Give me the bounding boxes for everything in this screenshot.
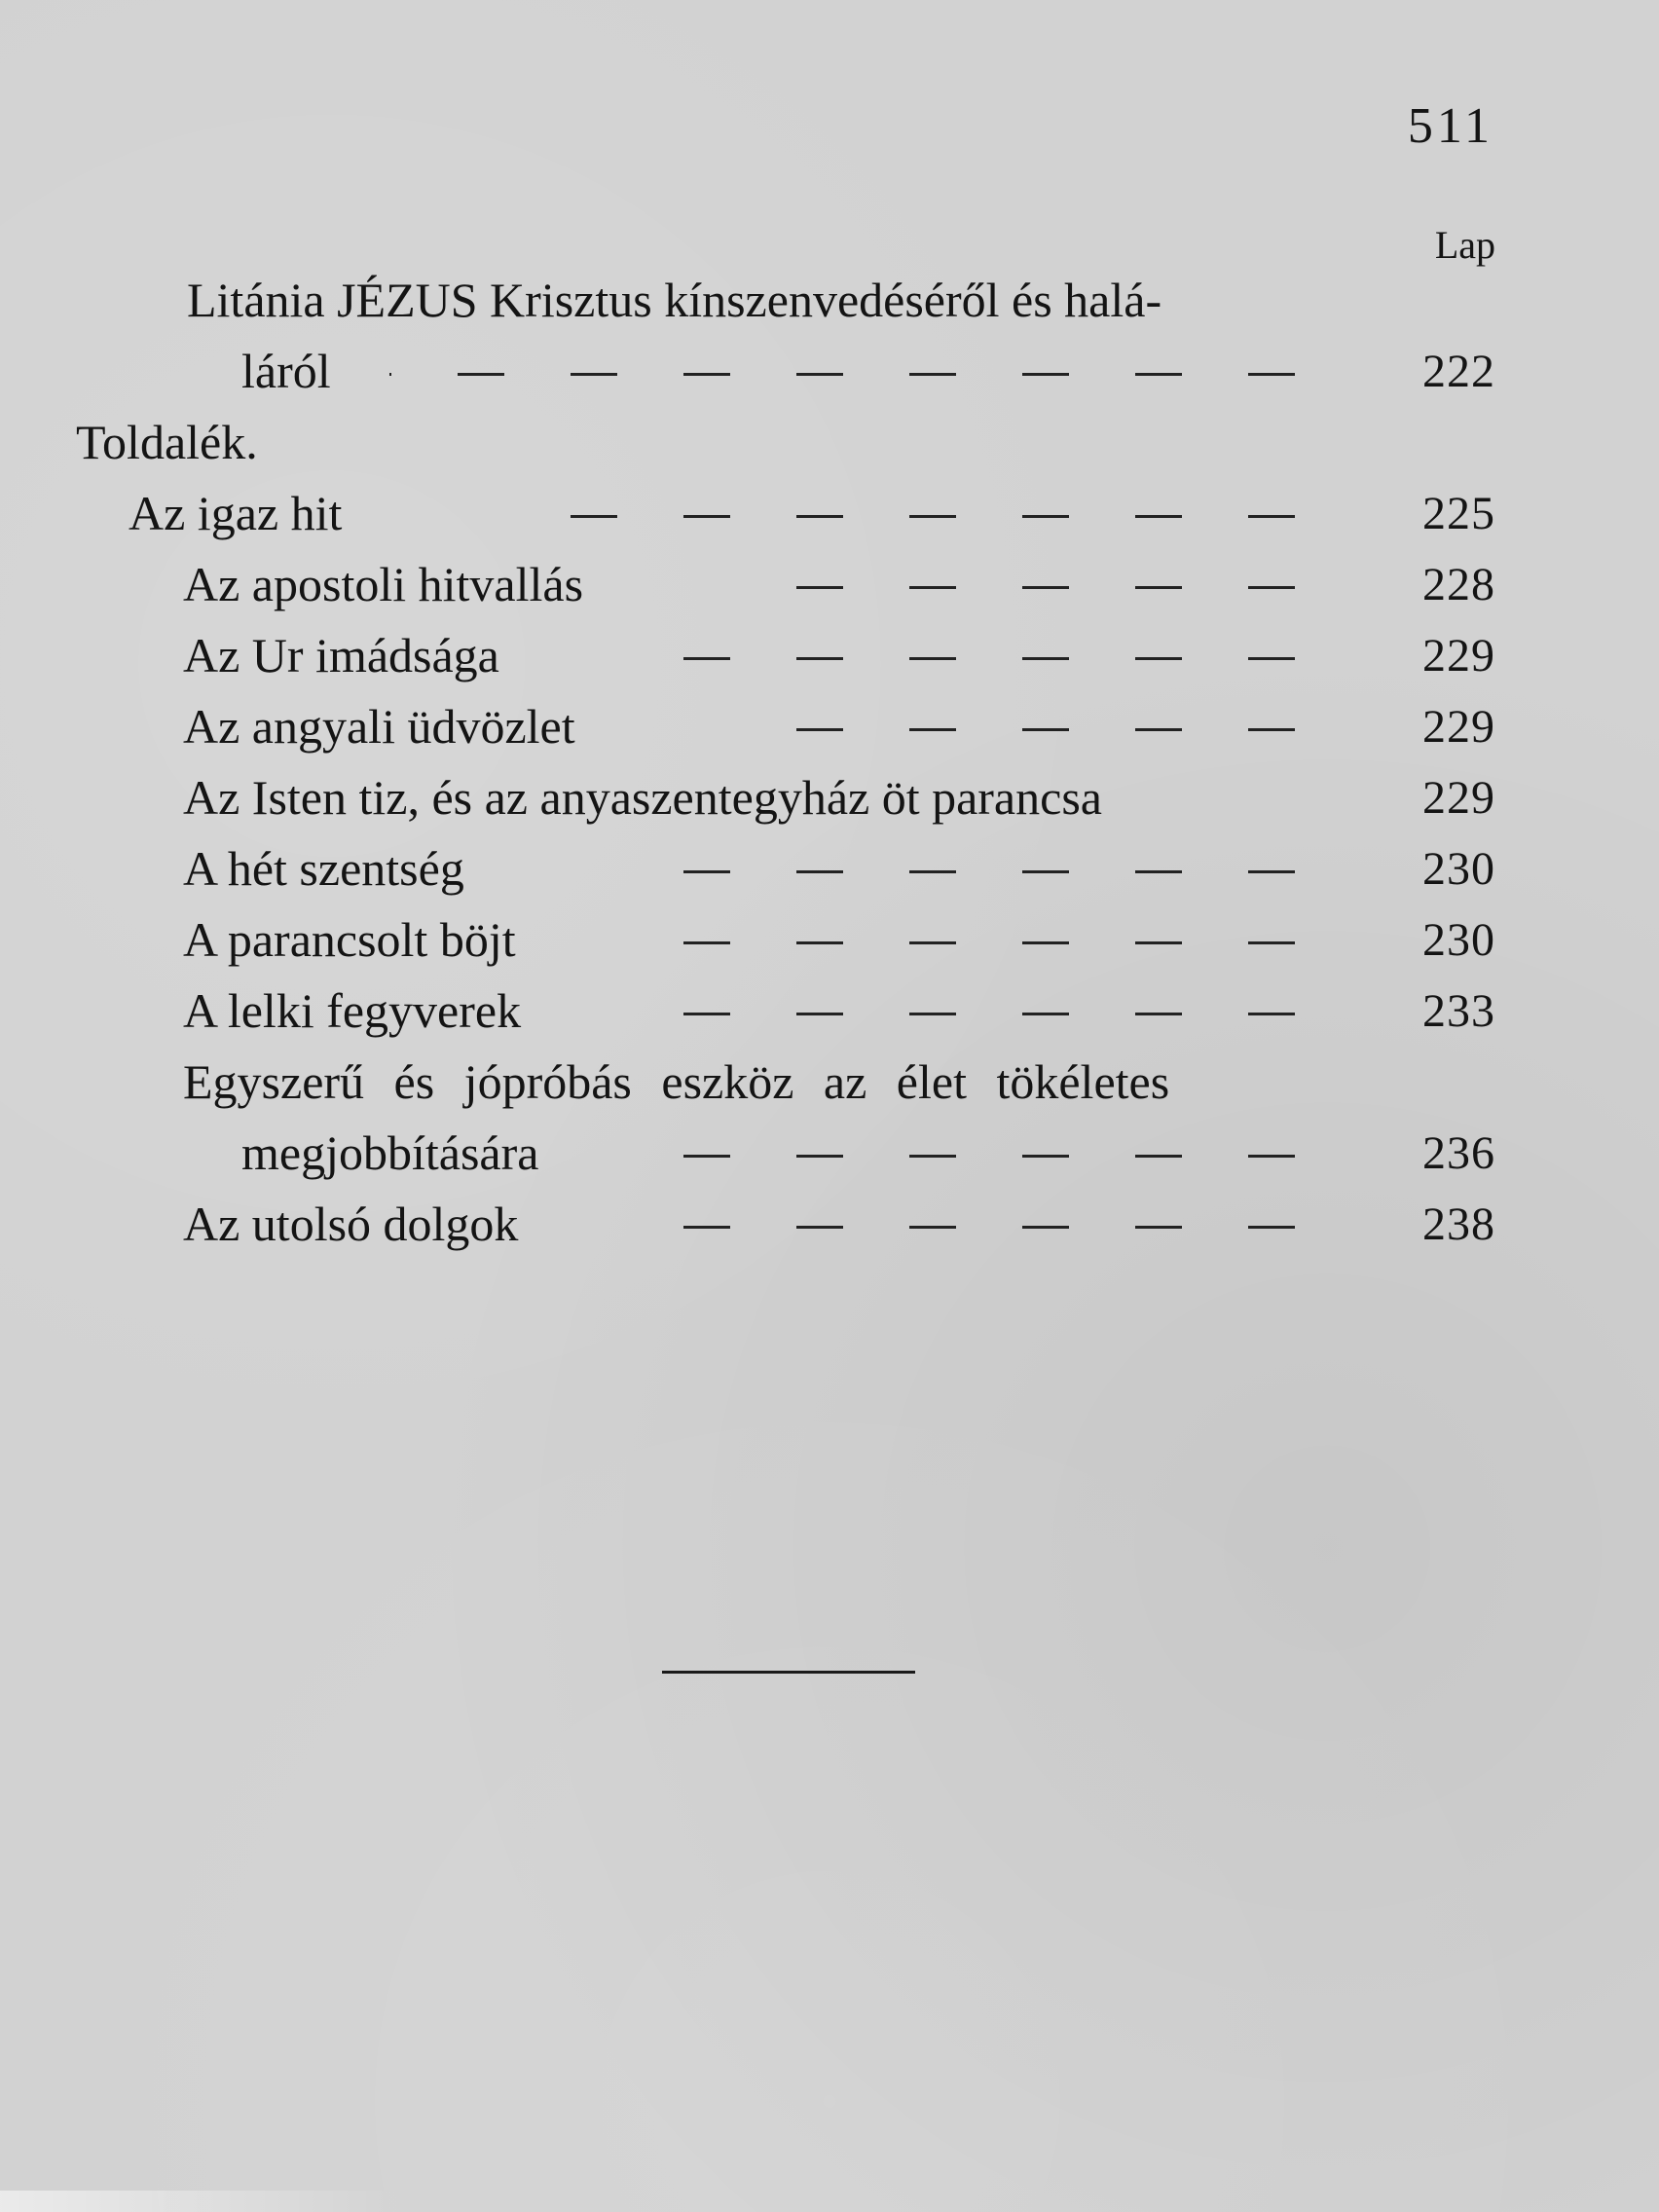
toc-entry-title: láról — [241, 344, 331, 398]
toc-entry-page: 238 — [1422, 1198, 1495, 1250]
toc-entry — [0, 833, 1659, 904]
dot-leader — [623, 657, 1361, 660]
dot-leader — [389, 373, 1361, 376]
toc-entry-page: 225 — [1422, 488, 1495, 539]
dot-leader — [643, 1013, 1361, 1015]
toc-section-title: Toldalék. — [76, 415, 258, 469]
toc-entry — [0, 265, 1659, 336]
toc-entry-page: 222 — [1422, 346, 1495, 397]
dot-leader — [740, 586, 1361, 589]
toc-entry-title: A hét szentség — [183, 841, 464, 896]
dot-leader — [623, 870, 1361, 873]
toc-entry-title: Litánia JÉZUS Krisztus kínszenvedéséről és halá- — [187, 273, 1162, 327]
toc-entry — [0, 478, 1659, 549]
toc-entry-page: 229 — [1422, 772, 1495, 824]
toc-entry — [0, 620, 1659, 691]
toc-entry-page: 228 — [1422, 559, 1495, 610]
toc-entry — [0, 336, 1659, 407]
toc-entry-title: Egyszerű és jópróbás eszköz az élet tökéletes — [183, 1054, 1170, 1109]
toc-entry — [0, 1189, 1659, 1260]
end-rule — [662, 1671, 915, 1674]
toc-entry-title: Az angyali üdvözlet — [183, 699, 575, 754]
dot-leader — [506, 515, 1361, 518]
toc-entry — [0, 904, 1659, 976]
toc-entry-title: Az Isten tiz, és az anyaszentegyház öt parancsa — [183, 770, 1102, 825]
page-column-label: Lap — [1434, 223, 1495, 267]
toc-entry-page: 233 — [1422, 985, 1495, 1037]
page-number: 511 — [1407, 98, 1493, 154]
scan-watermark-strip — [0, 2191, 409, 2212]
toc-entry-page: 229 — [1422, 630, 1495, 682]
toc-entry-title: Az Ur imádsága — [183, 628, 499, 682]
toc-entry-title: Az apostoli hitvallás — [183, 557, 584, 611]
dot-leader — [643, 1226, 1361, 1229]
toc-entry-page: 229 — [1422, 701, 1495, 753]
toc-entry — [0, 1047, 1659, 1118]
toc-entry-title: A lelki fegyverek — [183, 983, 522, 1038]
toc-entry-page: 230 — [1422, 843, 1495, 895]
dot-leader — [740, 728, 1361, 731]
toc-entry — [0, 976, 1659, 1047]
dot-leader — [643, 941, 1361, 944]
toc-entry — [0, 549, 1659, 620]
toc-entry — [0, 1118, 1659, 1189]
toc-entry — [0, 691, 1659, 762]
toc-section-heading — [0, 407, 1659, 478]
toc-entry-title: Az igaz hit — [129, 486, 343, 540]
toc-entry-title: A parancsolt böjt — [183, 912, 516, 967]
dot-leader — [643, 1155, 1361, 1158]
toc-entry-page: 230 — [1422, 914, 1495, 966]
toc-entry-title: megjobbítására — [241, 1125, 539, 1180]
toc-entry-page: 236 — [1422, 1127, 1495, 1179]
toc-entry — [0, 762, 1659, 833]
toc-entry-title: Az utolsó dolgok — [183, 1197, 519, 1251]
table-of-contents — [0, 265, 1659, 1260]
